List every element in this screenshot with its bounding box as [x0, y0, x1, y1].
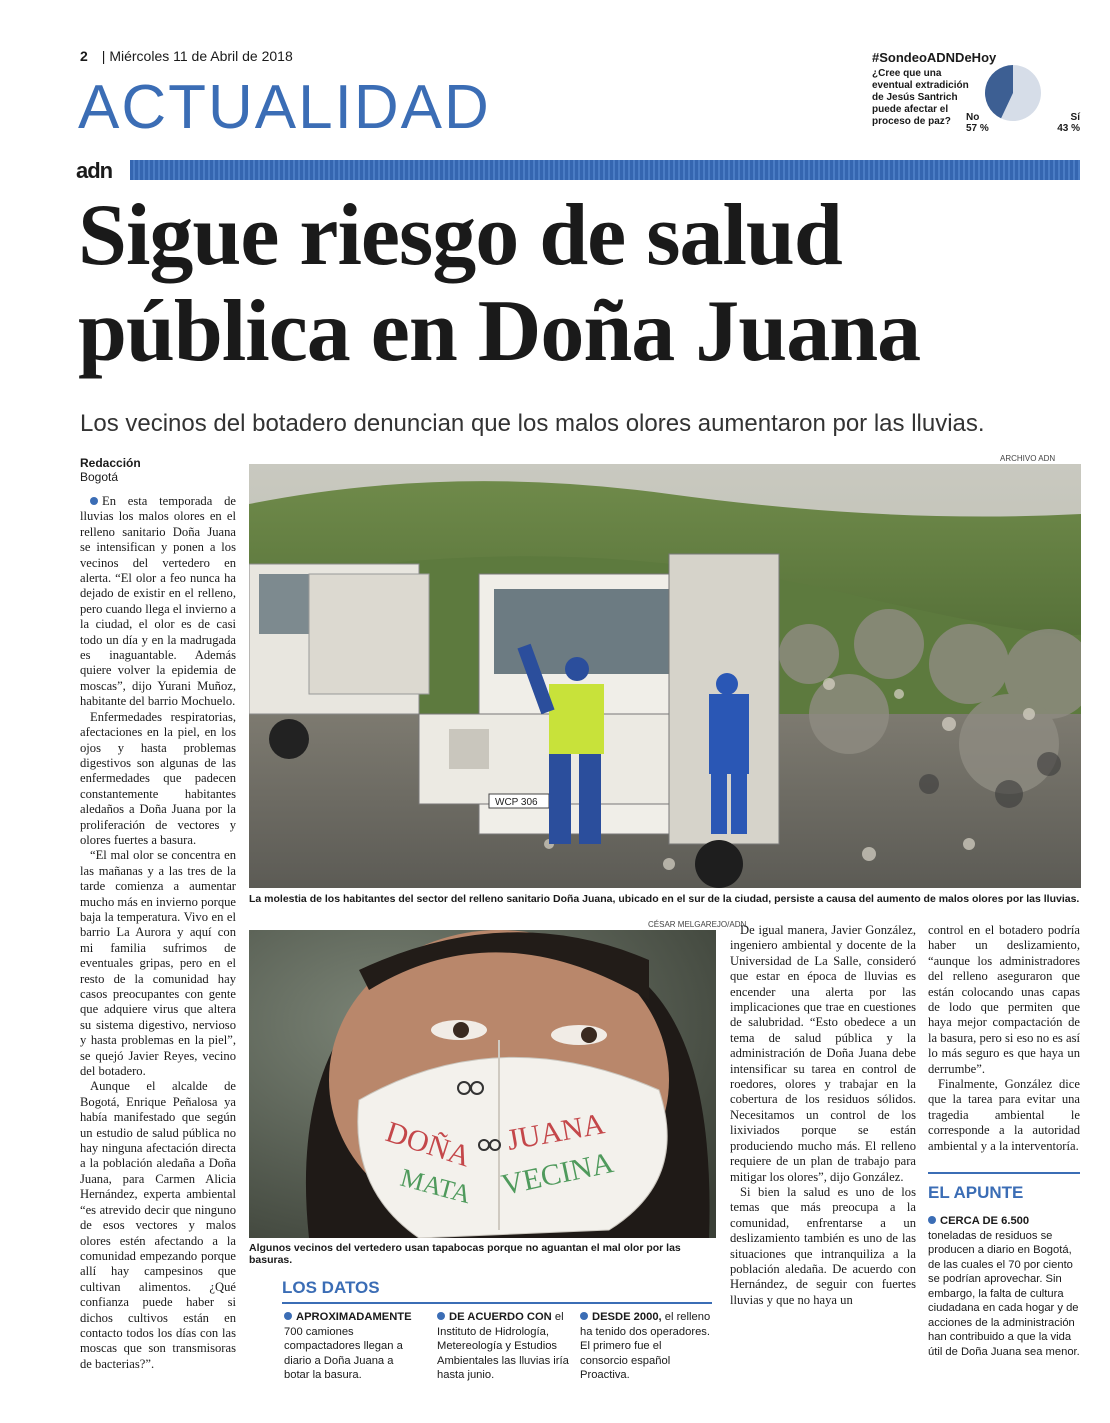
truck-plate: WCP 306	[495, 797, 538, 808]
article-column-4	[928, 923, 1080, 1163]
apunte-rule	[928, 1172, 1080, 1174]
main-photo-caption: La molestia de los habitantes del sector del relleno sanitario Doña Juana, ubicado en el sur de la ciudad, persiste a causa del aumento de malos olores por las lluvias.	[249, 893, 1080, 905]
col3-paragraph-2: Si bien la salud es uno de los temas que más preocupa a la comunidad, enfrentarse a un deslizamiento también es uno de las situaciones que intranquiliza a la población aledaña. De acuerdo con Hernández, de seguir con fuertes lluvias y que no haya un	[730, 1184, 916, 1307]
bullet-dot	[284, 1312, 292, 1320]
poll-no-block	[966, 112, 989, 134]
mask-text-dona: DOÑA	[381, 1115, 475, 1174]
issue-date: | Miércoles 11 de Abril de 2018	[101, 48, 293, 64]
section-divider-bar	[130, 160, 1080, 180]
article-column-3	[730, 923, 916, 1383]
bullet-dot	[580, 1312, 588, 1320]
main-photo-credit: ARCHIVO ADN	[1000, 454, 1056, 463]
bullet-dot	[90, 497, 98, 505]
col3-paragraph-1: De igual manera, Javier González, ingeniero ambiental y docente de la Universidad de La Salle, consideró que estar en época de lluvias es encender una alerta por las implicaciones que trae en cuestiones de salubridad. “Esto obedece a un tema de salud pública y la administración de Doña Juana debe intensificar su tarea en control de roedores, olores y trabajar en la cobertura de los residuos sólidos. Necesitamos un control de los lixiviados porque se están produciendo mucho más. El relleno requiere de un plan de trabajo para mitigar los olores”, dijo González.	[730, 923, 916, 1184]
poll-no-value: 57 %	[966, 123, 989, 134]
poll-question: ¿Cree que una eventual extradición de Jesús Santrich puede afectar el proceso de paz?	[872, 68, 969, 127]
apunte-text: CERCA DE 6.500 toneladas de residuos se producen a diario en Bogotá, de las cuales el 70 por ciento se podrían aprovechar. Sin embargo, la falta de cultura ciudadana en cada hogar y de acciones de la administración han contribuido a que la vida útil de Doña Juana sea menor.	[928, 1215, 1080, 1358]
poll-no-label: No	[966, 112, 980, 123]
poll-si-value: 43 %	[1057, 123, 1080, 134]
page-number: 2	[80, 48, 88, 64]
dato-item-1: APROXIMADAMENTE 700 camiones compactadores llegan a diario a Doña Juana a botar la basura.	[284, 1311, 412, 1381]
mask-text-juana: JUANA	[504, 1107, 608, 1157]
main-photo-landfill-trucks	[249, 464, 1081, 888]
second-photo-woman-mask	[249, 930, 716, 1238]
byline-location: Bogotá	[80, 470, 119, 484]
col4-paragraph-2: Finalmente, González dice que la tarea para evitar una tragedia ambiental le corresponde a la autoridad ambiental y a la interventoría.	[928, 1077, 1080, 1153]
bullet-dot	[928, 1216, 936, 1224]
datos-rule	[282, 1302, 712, 1304]
col1-paragraph-2: Enfermedades respiratorias, afectaciones en la piel, en los ojos y hasta problemas digestivos son algunas de las enfermedades que padecen constantemente habitantes aledaños a Doña Juana por la proliferación de vectores y olores fuertes a basura.	[80, 709, 236, 847]
adn-logo: adn	[76, 158, 113, 183]
poll-pie-chart	[983, 63, 1043, 123]
article-column-1	[80, 494, 236, 1384]
poll-hashtag: #SondeoADNDeHoy	[872, 50, 997, 65]
section-title: ACTUALIDAD	[78, 73, 491, 142]
article-headline: Sigue riesgo de salud pública en Doña Juana	[78, 187, 921, 380]
second-photo-caption: Algunos vecinos del vertedero usan tapabocas porque no aguantan el mal olor por las basuras.	[249, 1242, 681, 1266]
byline	[80, 456, 141, 484]
datos-title: LOS DATOS	[282, 1278, 380, 1297]
mask-text-vecina: VECINA	[498, 1146, 617, 1202]
second-photo-credit: CÉSAR MELGAREJO/ADN	[648, 920, 747, 929]
dato-item-3: DESDE 2000, el relleno ha tenido dos operadores. El primero fue el consorcio español Proactiva.	[580, 1311, 711, 1381]
article-subhead: Los vecinos del botadero denuncian que los malos olores aumentaron por las lluvias.	[80, 410, 985, 437]
poll-si-block	[1040, 112, 1080, 134]
apunte-title: EL APUNTE	[928, 1183, 1024, 1202]
col1-paragraph-3: “El mal olor se concentra en las mañanas y a las tres de la tarde comienza a aumentar mucho más en invierno porque baja la temperatura. Vivo en el barrio La Aurora y aquí con mi familia sufrimos de eventuales gripas, pero en el resto de la comunidad hay casos preocupantes con gente que adquiere virus que altera su sistema digestivo, nervioso y hasta problemas en la piel”, se quejó Javier Reyes, vecino del botadero.	[80, 848, 236, 1079]
page-folio	[80, 48, 293, 64]
col4-paragraph-1: control en el botadero podría haber un deslizamiento, “aunque los administradores del relleno aseguraron que están colocando unas capas de lodo que permiten que haya mejor compactación de la basura, pero si eso no es así lo más seguro es que haya un derrumbe”.	[928, 923, 1080, 1076]
byline-author: Redacción	[80, 456, 141, 470]
poll-si-label: Sí	[1070, 112, 1080, 123]
col1-paragraph-1: En esta temporada de lluvias los malos olores en el relleno sanitario Doña Juana se intensifican y ponen a los vecinos del vertedero en alerta. “El olor a feo nunca ha dejado de existir en el relleno, pero cuando llega el invierno a la ciudad, el olor es de casi todo un día y en la madrugada es inaguantable. Además quiere volver la epidemia de moscas”, dijo Yurani Muñoz, habitante del barrio Mochuelo.	[80, 494, 236, 709]
bullet-dot	[437, 1312, 445, 1320]
col1-paragraph-4: Aunque el alcalde de Bogotá, Enrique Peñalosa ya había manifestado que según un estudio de salud pública no hay ninguna afectación directa a la población aledaña a Doña Juana, para Carmen Alicia Hernández, experta ambiental “es atrevido decir que ninguno de esos vectores y malos olores estén afectando a la comunidad empezando porque allí hay campesinos que cultivan alimentos. ¿Qué confianza puede haber si dichos cultivos están en contacto todos los días con las moscas que son transmisoras de bacterias?”.	[80, 1079, 236, 1371]
mask-text-mata: MATA	[397, 1162, 475, 1210]
dato-item-2: DE ACUERDO CON el Instituto de Hidrología, Metereología y Estudios Ambientales las lluvias iría hasta junio.	[437, 1311, 569, 1381]
